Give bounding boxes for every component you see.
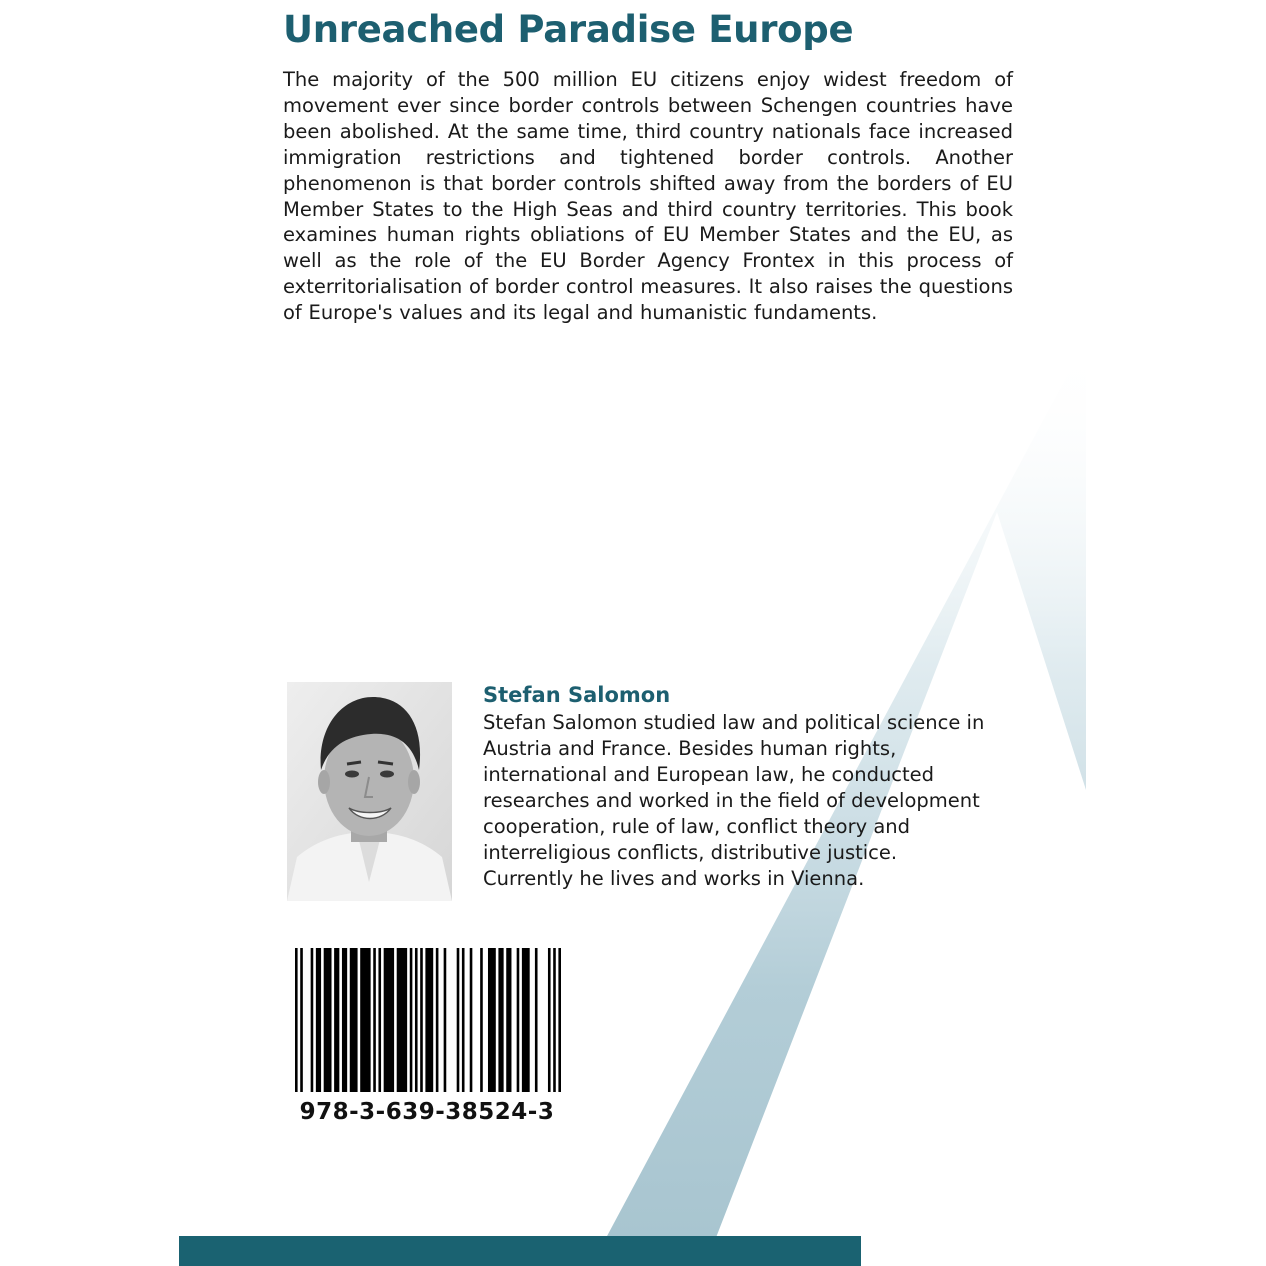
barcode-bar (342, 948, 347, 1092)
barcode-bar (410, 948, 413, 1092)
author-bio (483, 710, 1023, 892)
barcode-bar (295, 948, 298, 1092)
barcode-bar (517, 948, 520, 1092)
book-title: Unreached Paradise Europe (283, 8, 854, 51)
barcode-bar (470, 948, 473, 1092)
barcode-bar (316, 948, 321, 1092)
barcode-bar (324, 948, 332, 1092)
author-bio-line: Austria and France. Besides human rights, (483, 737, 897, 760)
barcode-bar (522, 948, 530, 1092)
barcode-bar (444, 948, 447, 1092)
barcode-bar (457, 948, 460, 1092)
barcode-bar (558, 948, 561, 1092)
barcode-bar (360, 948, 370, 1092)
barcode-bar (415, 948, 418, 1092)
barcode-bar (300, 948, 303, 1092)
author-name: Stefan Salomon (483, 683, 671, 707)
author-bio-line: cooperation, rule of law, conflict theory and (483, 815, 911, 838)
barcode-bar (420, 948, 423, 1092)
author-bio-line: Stefan Salomon studied law and political science in (483, 711, 985, 734)
barcode-bar (535, 948, 538, 1092)
book-description: The majority of the 500 million EU citizens enjoy widest freedom of movement ever since border controls between Schengen countries have been abolished. At the same time, third country nationals face increased immigration restrictions and tightened border controls. Another phenomenon is that border controls shifted away from the borders of EU Member States to the High Seas and third country territories. This book examines human rights obliations of EU Member States and the EU, as well as the role of the EU Border Agency Frontex in this process of exterritorialisation of border control measures. It also raises the questions of Europe's values and its legal and humanistic fundaments. (283, 68, 1013, 325)
author-bio-line: interreligious conflicts, distributive justice. (483, 841, 898, 864)
barcode-bar (378, 948, 381, 1092)
barcode-bar (397, 948, 407, 1092)
author-photo (287, 682, 452, 901)
barcode-bar (462, 948, 465, 1092)
isbn-barcode (295, 948, 561, 1092)
barcode-bar (436, 948, 439, 1092)
barcode-bar (384, 948, 394, 1092)
isbn-number: 978-3-639-38524-3 (299, 1099, 555, 1125)
barcode-bar (373, 948, 376, 1092)
barcode-bar (350, 948, 358, 1092)
barcode-bar (506, 948, 511, 1092)
barcode-bar (334, 948, 339, 1092)
author-bio-line: researches and worked in the field of development (483, 789, 980, 812)
barcode-bar (425, 948, 433, 1092)
bottom-color-bar (179, 1236, 861, 1266)
barcode-bar (488, 948, 496, 1092)
barcode-bar (553, 948, 556, 1092)
author-bio-line: international and European law, he conducted (483, 763, 935, 786)
barcode-bar (498, 948, 503, 1092)
barcode-bar (480, 948, 483, 1092)
barcode-bar (311, 948, 314, 1092)
barcode-bar (548, 948, 551, 1092)
author-bio-line: Currently he lives and works in Vienna. (483, 867, 865, 890)
